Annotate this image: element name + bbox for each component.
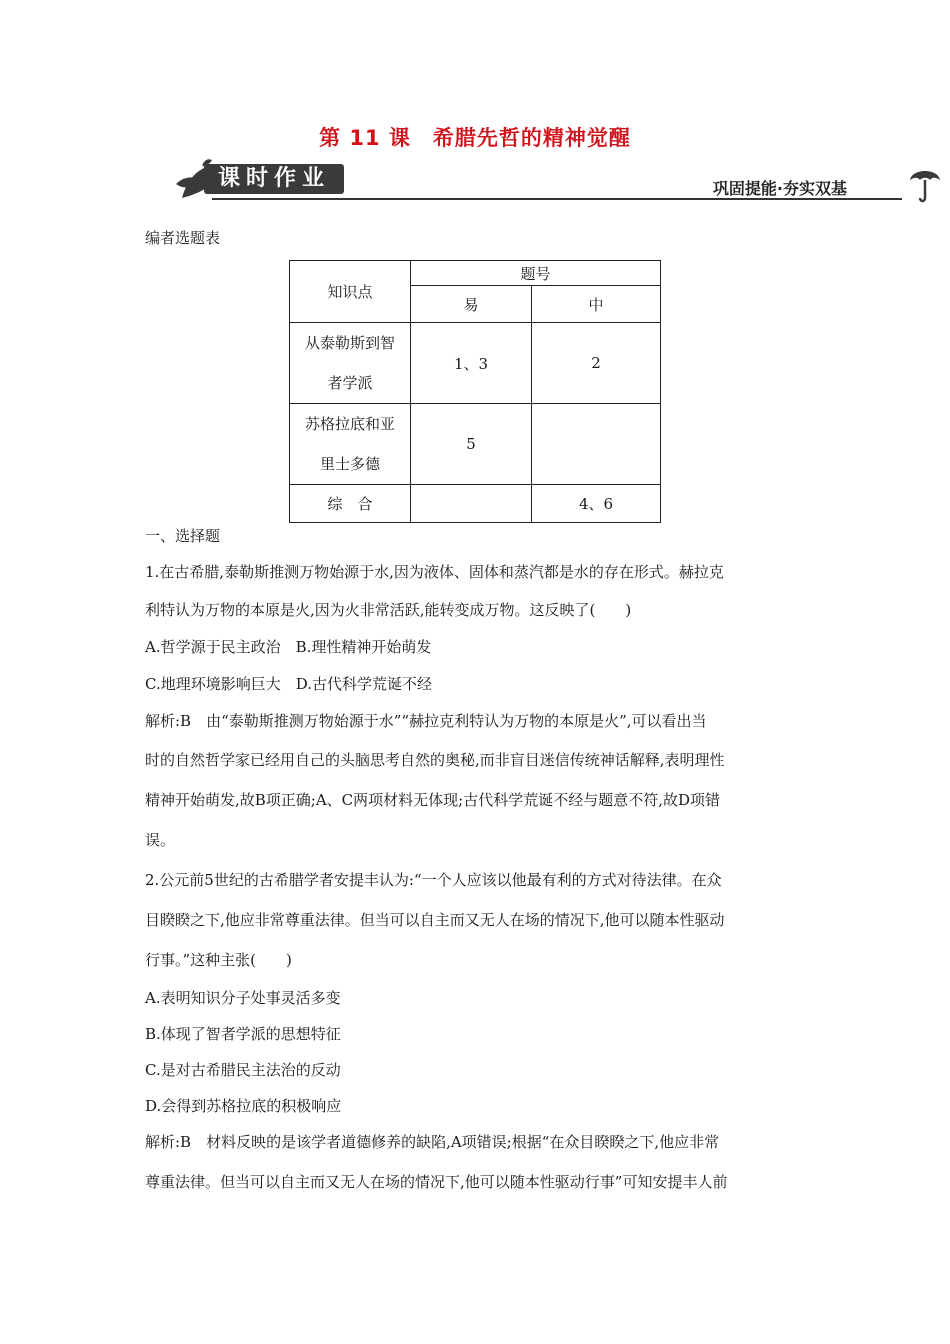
answer-1-line: 时的自然哲学家已经用自己的头脑思考自然的奥秘,而非盲目迷信传统神话解释,表明理性 — [145, 751, 725, 769]
question-2-option-c: C.是对古希腊民主法治的反动 — [145, 1061, 341, 1079]
topic-selection-table — [289, 260, 661, 523]
easy-cell: 5 — [411, 404, 532, 485]
easy-cell: 1、3 — [411, 323, 532, 404]
section-banner — [172, 158, 942, 208]
answer-1-line: 解析:B 由“泰勒斯推测万物始源于水”“赫拉克利特认为万物的本原是火”,可以看出当 — [145, 712, 707, 730]
question-1-options: A.哲学源于民主政治 B.理性精神开始萌发 — [145, 638, 432, 656]
umbrella-icon — [908, 164, 942, 204]
header-easy: 易 — [411, 286, 532, 323]
topic-cell: 苏格拉底和亚 里士多德 — [290, 404, 411, 485]
topic-cell: 从泰勒斯到智 者学派 — [290, 323, 411, 404]
question-2-option-b: B.体现了智者学派的思想特征 — [145, 1025, 341, 1043]
question-1-line: 1.在古希腊,泰勒斯推测万物始源于水,因为液体、固体和蒸汽都是水的存在形式。赫拉克 — [145, 563, 724, 581]
medium-cell — [532, 404, 661, 485]
header-topic: 知识点 — [290, 261, 411, 323]
topic-cell: 综 合 — [290, 485, 411, 523]
banner-label: 课时作业 — [204, 164, 344, 194]
question-1-options: C.地理环境影响巨大 D.古代科学荒诞不经 — [145, 675, 432, 693]
answer-2-line: 解析:B 材料反映的是该学者道德修养的缺陷,A项错误;根据“在众目睽睽之下,他应非常 — [145, 1133, 720, 1151]
header-question-number: 题号 — [411, 261, 661, 286]
answer-1-line: 精神开始萌发,故B项正确;A、C两项材料无体现;古代科学荒诞不经与题意不符,故D项错 — [145, 791, 721, 809]
table-row — [290, 323, 661, 404]
table-row — [290, 485, 661, 523]
question-2-line: 目睽睽之下,他应非常尊重法律。但当可以自主而又无人在场的情况下,他可以随本性驱动 — [145, 911, 725, 929]
question-2-line: 行事。”这种主张( ) — [145, 951, 292, 969]
table-caption: 编者选题表 — [145, 229, 221, 247]
question-1-line: 利特认为万物的本原是火,因为火非常活跃,能转变成万物。这反映了( ) — [145, 601, 632, 619]
medium-cell: 4、6 — [532, 485, 661, 523]
section-heading: 一、选择题 — [145, 527, 221, 545]
answer-2-line: 尊重法律。但当可以自主而又无人在场的情况下,他可以随本性驱动行事”可知安提丰人前 — [145, 1173, 728, 1191]
page-title: 第 11 课 希腊先哲的精神觉醒 — [319, 126, 631, 150]
answer-1-line: 误。 — [145, 831, 176, 849]
table-row — [290, 404, 661, 485]
question-2-option-d: D.会得到苏格拉底的积极响应 — [145, 1097, 342, 1115]
easy-cell — [411, 485, 532, 523]
banner-right-text: 巩固提能·夯实双基 — [712, 179, 847, 198]
medium-cell: 2 — [532, 323, 661, 404]
question-2-option-a: A.表明知识分子处事灵活多变 — [145, 989, 341, 1007]
question-2-line: 2.公元前5世纪的古希腊学者安提丰认为:“一个人应该以他最有利的方式对待法律。在众 — [145, 871, 722, 889]
header-medium: 中 — [532, 286, 661, 323]
